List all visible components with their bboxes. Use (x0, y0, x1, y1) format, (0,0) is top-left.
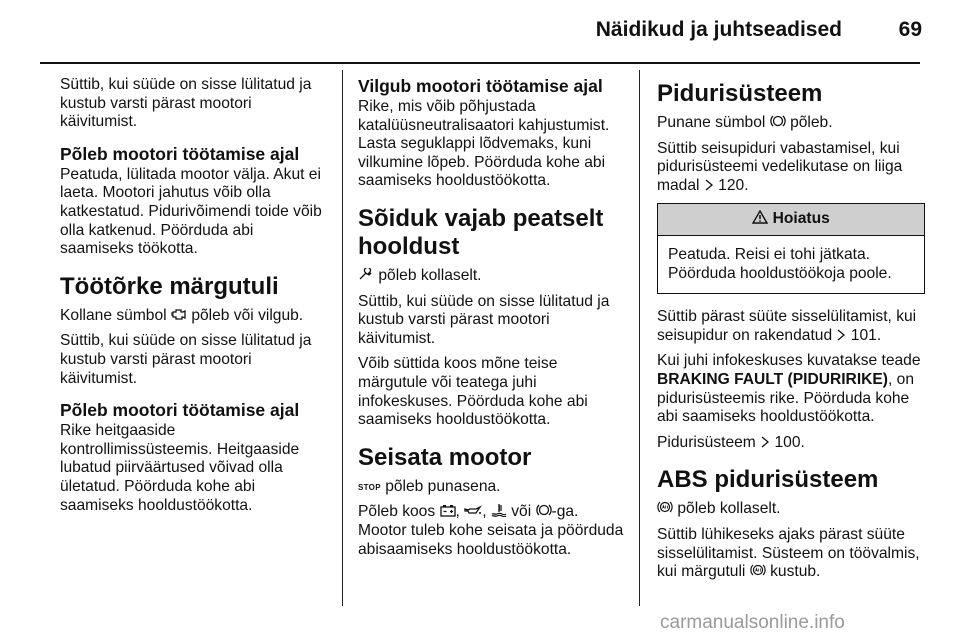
column-3 (657, 80, 925, 589)
text: põleb kollaselt. (378, 266, 482, 284)
coolant-temperature-icon (491, 503, 507, 519)
warning-triangle-icon (752, 210, 768, 226)
watermark: carmanualsonline.info (660, 612, 845, 633)
paragraph: Rike heitgaaside kontrollimissüsteemis. Heitgaaside lubatud piirväärtused võivad olla ületatud. Pöörduda kohe abi saamiseks hooldustöökotta. (60, 422, 300, 514)
paragraph (657, 352, 925, 426)
brake-circle-icon (770, 114, 786, 130)
paragraph: Peatuda, lülitada mootor välja. Akut ei laeta. Mootori jahutus võib olla katkestatud. Pidurivõimendi toide võib olla katkenud. Pöörduda abi saamiseks töökotta. (60, 165, 322, 258)
paragraph (60, 307, 330, 326)
text: Süttib lühikeseks ajaks pärast süüte sisselülitamist. Süsteem on töövalmis, kui märgutuli (657, 525, 920, 581)
page-reference-arrow-icon (704, 179, 714, 193)
paragraph (358, 478, 626, 497)
paragraph: Võib süttida koos mõne teise märgutule või teatega juhi infokeskuses. Pöörduda kohe abi saamiseks hooldustöökotta. (358, 355, 588, 429)
section-heading: Seisata mootor (358, 443, 532, 471)
page-reference[interactable]: 101. (850, 326, 882, 344)
page-reference[interactable]: 100. (774, 433, 805, 451)
engine-check-icon (171, 308, 187, 323)
text: Punane sümbol (657, 114, 766, 131)
text: Süttib seisupiduri vabastamisel, kui pidurisüsteemi vedelikutase on liiga madal (657, 139, 903, 194)
stop-icon: STOP (358, 482, 381, 492)
warning-box (657, 203, 925, 294)
paragraph: Süttib, kui süüde on sisse lülitatud ja kustub varsti pärast mootori käivitumist. (60, 332, 312, 387)
paragraph (657, 500, 925, 519)
warning-header (658, 204, 924, 236)
service-wrench-icon (358, 268, 374, 283)
text: , (455, 503, 460, 521)
page-reference-arrow-icon (760, 436, 770, 450)
text: -ga. Mootor tuleb kohe seisata ja pöörduda abisaamiseks hooldustöökotta. (358, 503, 624, 558)
text: , (482, 503, 487, 521)
header-rule (40, 62, 920, 64)
brake-circle-icon (536, 503, 552, 519)
battery-icon (440, 504, 456, 519)
oil-pressure-icon (464, 504, 482, 519)
page-number: 69 (898, 18, 922, 41)
text: põleb kollaselt. (677, 500, 781, 518)
paragraph (358, 503, 626, 559)
text: põleb punasena. (385, 477, 501, 495)
section-heading: Töötõrke märgutuli (60, 272, 279, 300)
subheading: Vilgub mootori töötamise ajal (358, 76, 603, 96)
paragraph: Rike, mis võib põhjustada katalüüsneutralisaatori kahjustumist. Lasta seguklappi lõdvemaks, kuni vilkumine lõpeb. Pöörduda kohe abi saamiseks hooldustöökotta. (358, 98, 610, 190)
warning-text: Peatuda. Reisi ei tohi jätkata. Pöörduda hooldustöökoja poole. (668, 245, 892, 282)
column-1 (60, 76, 330, 522)
section-heading: ABS pidurisüsteem (657, 466, 879, 494)
subheading: Põleb mootori töötamise ajal (60, 143, 300, 164)
section-heading: Pidurisüsteem (657, 80, 823, 107)
text: Kui juhi infokeskuses kuvatakse teade (657, 352, 921, 370)
warning-title: Hoiatus (772, 210, 830, 228)
paragraph (657, 526, 925, 582)
section-heading: Sõiduk vajab peatselt hooldust (358, 204, 604, 260)
paragraph: Süttib, kui süüde on sisse lülitatud ja kustub varsti pärast mootori käivitumist. (60, 76, 312, 131)
abs-icon (750, 563, 766, 579)
text: või (511, 503, 532, 521)
column-divider-1 (342, 70, 343, 606)
paragraph (657, 114, 925, 133)
paragraph: Süttib, kui süüde on sisse lülitatud ja kustub varsti pärast mootori käivitumist. (358, 292, 610, 347)
subheading: Põleb mootori töötamise ajal (60, 400, 300, 421)
paragraph (657, 434, 925, 453)
paragraph (657, 140, 925, 196)
text: Põleb koos (358, 503, 436, 521)
page-reference[interactable]: 120. (718, 176, 749, 194)
text: , on pidurisüsteemis rike. Pöörduda kohe abi saamiseks hooldustöökotta. (657, 370, 915, 426)
page-header-title: Näidikud ja juhtseadised (595, 18, 842, 41)
column-divider-2 (639, 70, 640, 606)
text: põleb või vilgub. (191, 306, 304, 324)
paragraph (657, 308, 925, 345)
text: Pidurisüsteem (657, 433, 756, 451)
text: põleb. (790, 114, 833, 131)
text: Süttib pärast süüte sisselülitamist, kui seisupidur on rakendatud (657, 308, 917, 344)
abs-icon (657, 500, 673, 516)
text: kustub. (770, 563, 821, 581)
message-text: BRAKING FAULT (PIDURIRIKE) (657, 370, 889, 388)
text: Kollane sümbol (60, 306, 167, 324)
paragraph (358, 267, 626, 286)
column-2 (358, 76, 626, 566)
page-reference-arrow-icon (836, 329, 846, 343)
